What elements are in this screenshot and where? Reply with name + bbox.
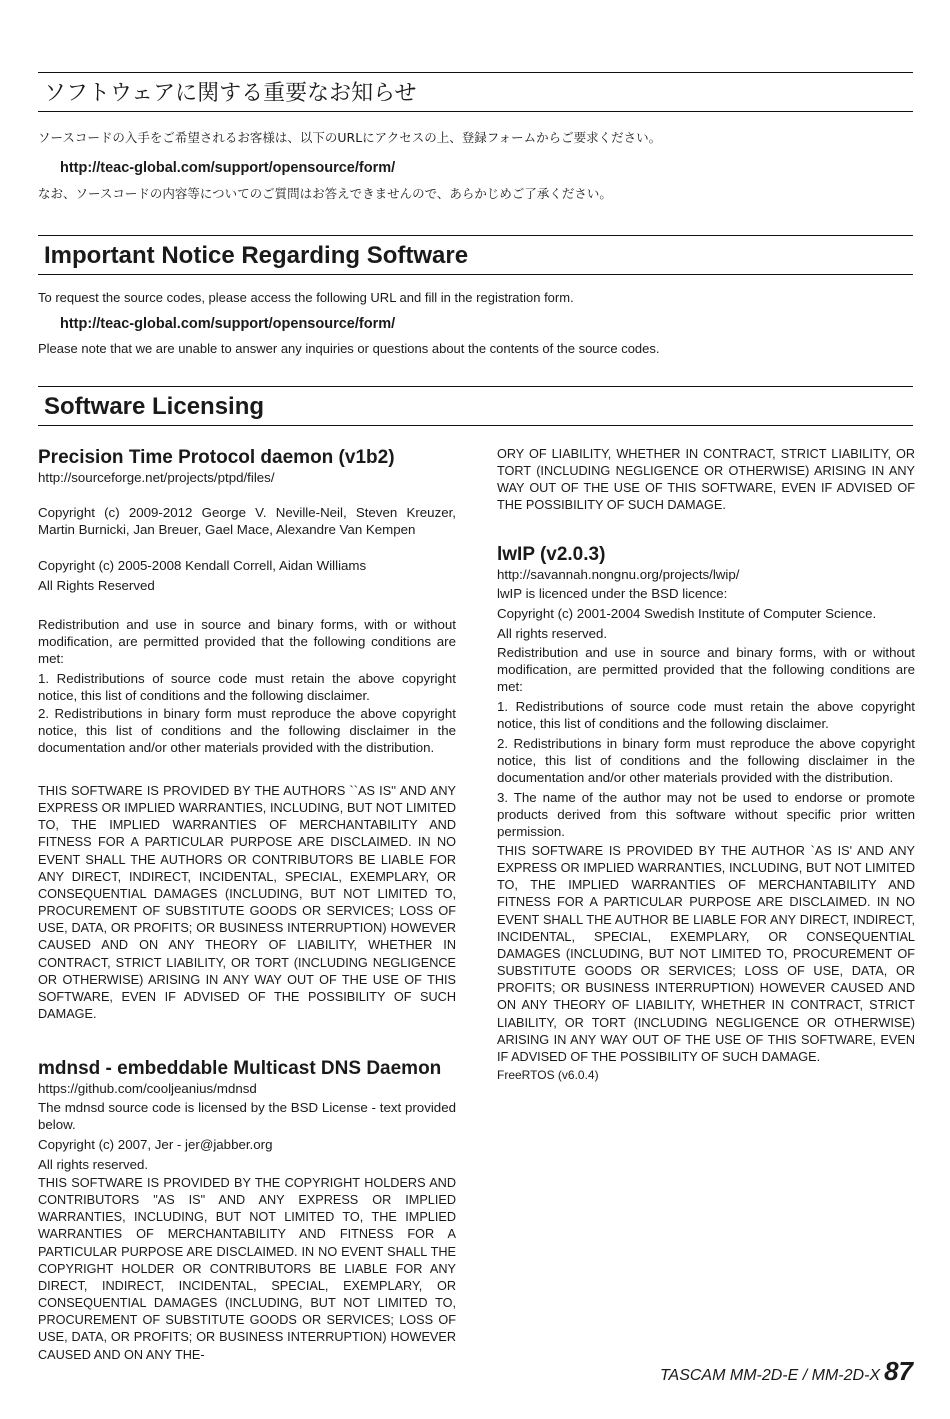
lwip-condition-3: 3. The name of the author may not be used to endorse or promote products derived from this software without specific prior written permission. <box>497 790 915 839</box>
en-top-rule <box>38 235 913 236</box>
jp-notice-url[interactable]: http://teac-global.com/support/opensource/form/ <box>60 160 396 176</box>
ptpd-url[interactable]: http://sourceforge.net/projects/ptpd/files/ <box>38 470 275 485</box>
jp-notice-title: ソフトウェアに関する重要なお知らせ <box>44 81 417 106</box>
jp-bottom-rule <box>38 111 913 112</box>
jp-notice-line2: なお、ソースコードの内容等についてのご質問はお答えできませんので、あらかじめご了承ください。 <box>38 186 612 201</box>
ptpd-rights: All Rights Reserved <box>38 578 155 593</box>
mdnsd-section <box>38 1057 456 1364</box>
lwip-copyright: Copyright (c) 2001-2004 Swedish Institute of Computer Science. <box>497 606 877 621</box>
page-number: 87 <box>884 1356 913 1386</box>
mdnsd-disclaimer-part1: THIS SOFTWARE IS PROVIDED BY THE COPYRIGHT HOLDERS AND CONTRIBUTORS "AS IS" AND ANY EXPRESS OR IMPLIED WARRANTIES, INCLUDING, BUT NOT LIMITED TO, THE IMPLIED WARRANTIES OF MERCHANTABILITY AND FITNESS FOR A PARTICULAR PURPOSE ARE DISCLAIMED. IN NO EVENT SHALL THE COPYRIGHT HOLDER OR CONTRIBUTORS BE LIABLE FOR ANY DIRECT, INDIRECT, INCIDENTAL, SPECIAL, EXEMPLARY, OR CONSEQUENTIAL DAMAGES (INCLUDING, BUT NOT LIMITED TO, PROCUREMENT OF SUBSTITUTE GOODS OR SERVICES; LOSS OF USE, DATA, OR PROFITS; OR BUSINESS INTERRUPTION) HOWEVER CAUSED AND ON ANY THE- <box>38 1176 456 1362</box>
en-notice-line1: To request the source codes, please access the following URL and fill in the registration form. <box>38 290 574 305</box>
lwip-disclaimer: THIS SOFTWARE IS PROVIDED BY THE AUTHOR `AS IS' AND ANY EXPRESS OR IMPLIED WARRANTIES, INCLUDING, BUT NOT LIMITED TO, THE IMPLIED WARRANTIES OF MERCHANTABILITY AND FITNESS FOR A PARTICULAR PURPOSE ARE DISCLAIMED. IN NO EVENT SHALL THE AUTHOR BE LIABLE FOR ANY DIRECT, INDIRECT, INCIDENTAL, SPECIAL, EXEMPLARY, OR CONSEQUENTIAL DAMAGES (INCLUDING, BUT NOT LIMITED TO, PROCUREMENT OF SUBSTITUTE GOODS OR SERVICES; LOSS OF USE, DATA, OR PROFITS; OR BUSINESS INTERRUPTION) HOWEVER CAUSED AND ON ANY THEORY OF LIABILITY, WHETHER IN CONTRACT, STRICT LIABILITY, OR TORT (INCLUDING NEGLIGENCE OR OTHERWISE) ARISING IN ANY WAY OUT OF THE USE OF THIS SOFTWARE, EVEN IF ADVISED OF THE POSSIBILITY OF SUCH DAMAGE. <box>497 844 915 1064</box>
licensing-title: Software Licensing <box>44 393 265 420</box>
mdnsd-heading: mdnsd - embeddable Multicast DNS Daemon <box>38 1058 442 1079</box>
ptpd-disclaimer: THIS SOFTWARE IS PROVIDED BY THE AUTHORS ``AS IS'' AND ANY EXPRESS OR IMPLIED WARRANTIES, INCLUDING, BUT NOT LIMITED TO, THE IMPLIED WARRANTIES OF MERCHANTABILITY AND FITNESS FOR A PARTICULAR PURPOSE ARE DISCLAIMED. IN NO EVENT SHALL THE AUTHORS OR CONTRIBUTORS BE LIABLE FOR ANY DIRECT, INDIRECT, INCIDENTAL, SPECIAL, EXEMPLARY, OR CONSEQUENTIAL DAMAGES (INCLUDING, BUT NOT LIMITED TO, PROCUREMENT OF SUBSTITUTE GOODS OR SERVICES; LOSS OF USE, DATA, OR PROFITS; OR BUSINESS INTERRUPTION) HOWEVER CAUSED AND ON ANY THEORY OF LIABILITY, WHETHER IN CONTRACT, STRICT LIABILITY, OR TORT (INCLUDING NEGLIGENCE OR OTHERWISE) ARISING IN ANY WAY OUT OF THE USE OF THIS SOFTWARE, EVEN IF ADVISED OF THE POSSIBILITY OF SUCH DAMAGE. <box>38 784 456 1022</box>
ptpd-copyright-1: Copyright (c) 2009-2012 George V. Neville-Neil, Steven Kreuzer, Martin Burnicki, Jan Breuer, Gael Mace, Alexandre Van Kempen <box>38 505 456 537</box>
mdnsd-copyright: Copyright (c) 2007, Jer - jer@jabber.org <box>38 1137 273 1152</box>
jp-top-rule <box>38 72 913 73</box>
freertos-label: FreeRTOS (v6.0.4) <box>497 1068 599 1083</box>
lwip-licence-note: lwIP is licenced under the BSD licence: <box>497 586 728 601</box>
en-notice-title: Important Notice Regarding Software <box>44 242 469 269</box>
ptpd-redistribution: Redistribution and use in source and binary forms, with or without modification, are permitted provided that the following conditions are met: <box>38 617 456 666</box>
licensing-top-rule <box>38 386 913 387</box>
page-footer <box>660 1356 913 1387</box>
ptpd-section <box>38 446 456 1023</box>
lwip-section <box>497 543 915 1084</box>
ptpd-condition-1: 1. Redistributions of source code must retain the above copyright notice, this list of conditions and the following disclaimer. <box>38 671 456 703</box>
en-notice-line2: Please note that we are unable to answer any inquiries or questions about the contents of the source codes. <box>38 341 660 356</box>
mdnsd-license-note: The mdnsd source code is licensed by the BSD License - text provided below. <box>38 1100 456 1132</box>
mdnsd-disclaimer-part2: ORY OF LIABILITY, WHETHER IN CONTRACT, STRICT LIABILITY, OR TORT (INCLUDING NEGLIGENCE OR OTHERWISE) ARISING IN ANY WAY OUT OF THE USE OF THIS SOFTWARE, EVEN IF ADVISED OF THE POSSIBILITY OF SUCH DAMAGE. <box>497 447 915 513</box>
licensing-bottom-rule <box>38 425 913 426</box>
mdnsd-url[interactable]: https://github.com/cooljeanius/mdnsd <box>38 1081 257 1096</box>
ptpd-heading: Precision Time Protocol daemon (v1b2) <box>38 447 395 468</box>
footer-product: TASCAM MM-2D-E / MM-2D-X <box>659 1367 881 1384</box>
mdnsd-continued <box>497 446 915 515</box>
ptpd-condition-2: 2. Redistributions in binary form must reproduce the above copyright notice, this list of conditions and the following disclaimer in the documentation and/or other materials provided with the distribution. <box>38 706 456 755</box>
mdnsd-rights: All rights reserved. <box>38 1157 149 1172</box>
en-bottom-rule <box>38 274 913 275</box>
jp-notice-line1: ソースコードの入手をご希望されるお客様は、以下のURLにアクセスの上、登録フォームからご要求ください。 <box>38 130 662 145</box>
lwip-condition-2: 2. Redistributions in binary form must reproduce the above copyright notice, this list of conditions and the following disclaimer in the documentation and/or other materials provided with the distribution. <box>497 736 915 785</box>
lwip-condition-1: 1. Redistributions of source code must retain the above copyright notice, this list of conditions and the following disclaimer. <box>497 699 915 731</box>
ptpd-copyright-2: Copyright (c) 2005-2008 Kendall Correll, Aidan Williams <box>38 558 367 573</box>
lwip-heading: lwIP (v2.0.3) <box>497 544 606 565</box>
en-notice-url[interactable]: http://teac-global.com/support/opensource/form/ <box>60 316 396 332</box>
lwip-url[interactable]: http://savannah.nongnu.org/projects/lwip/ <box>497 567 740 582</box>
lwip-redistribution: Redistribution and use in source and binary forms, with or without modification, are permitted provided that the following conditions are met: <box>497 645 915 694</box>
lwip-rights: All rights reserved. <box>497 626 608 641</box>
